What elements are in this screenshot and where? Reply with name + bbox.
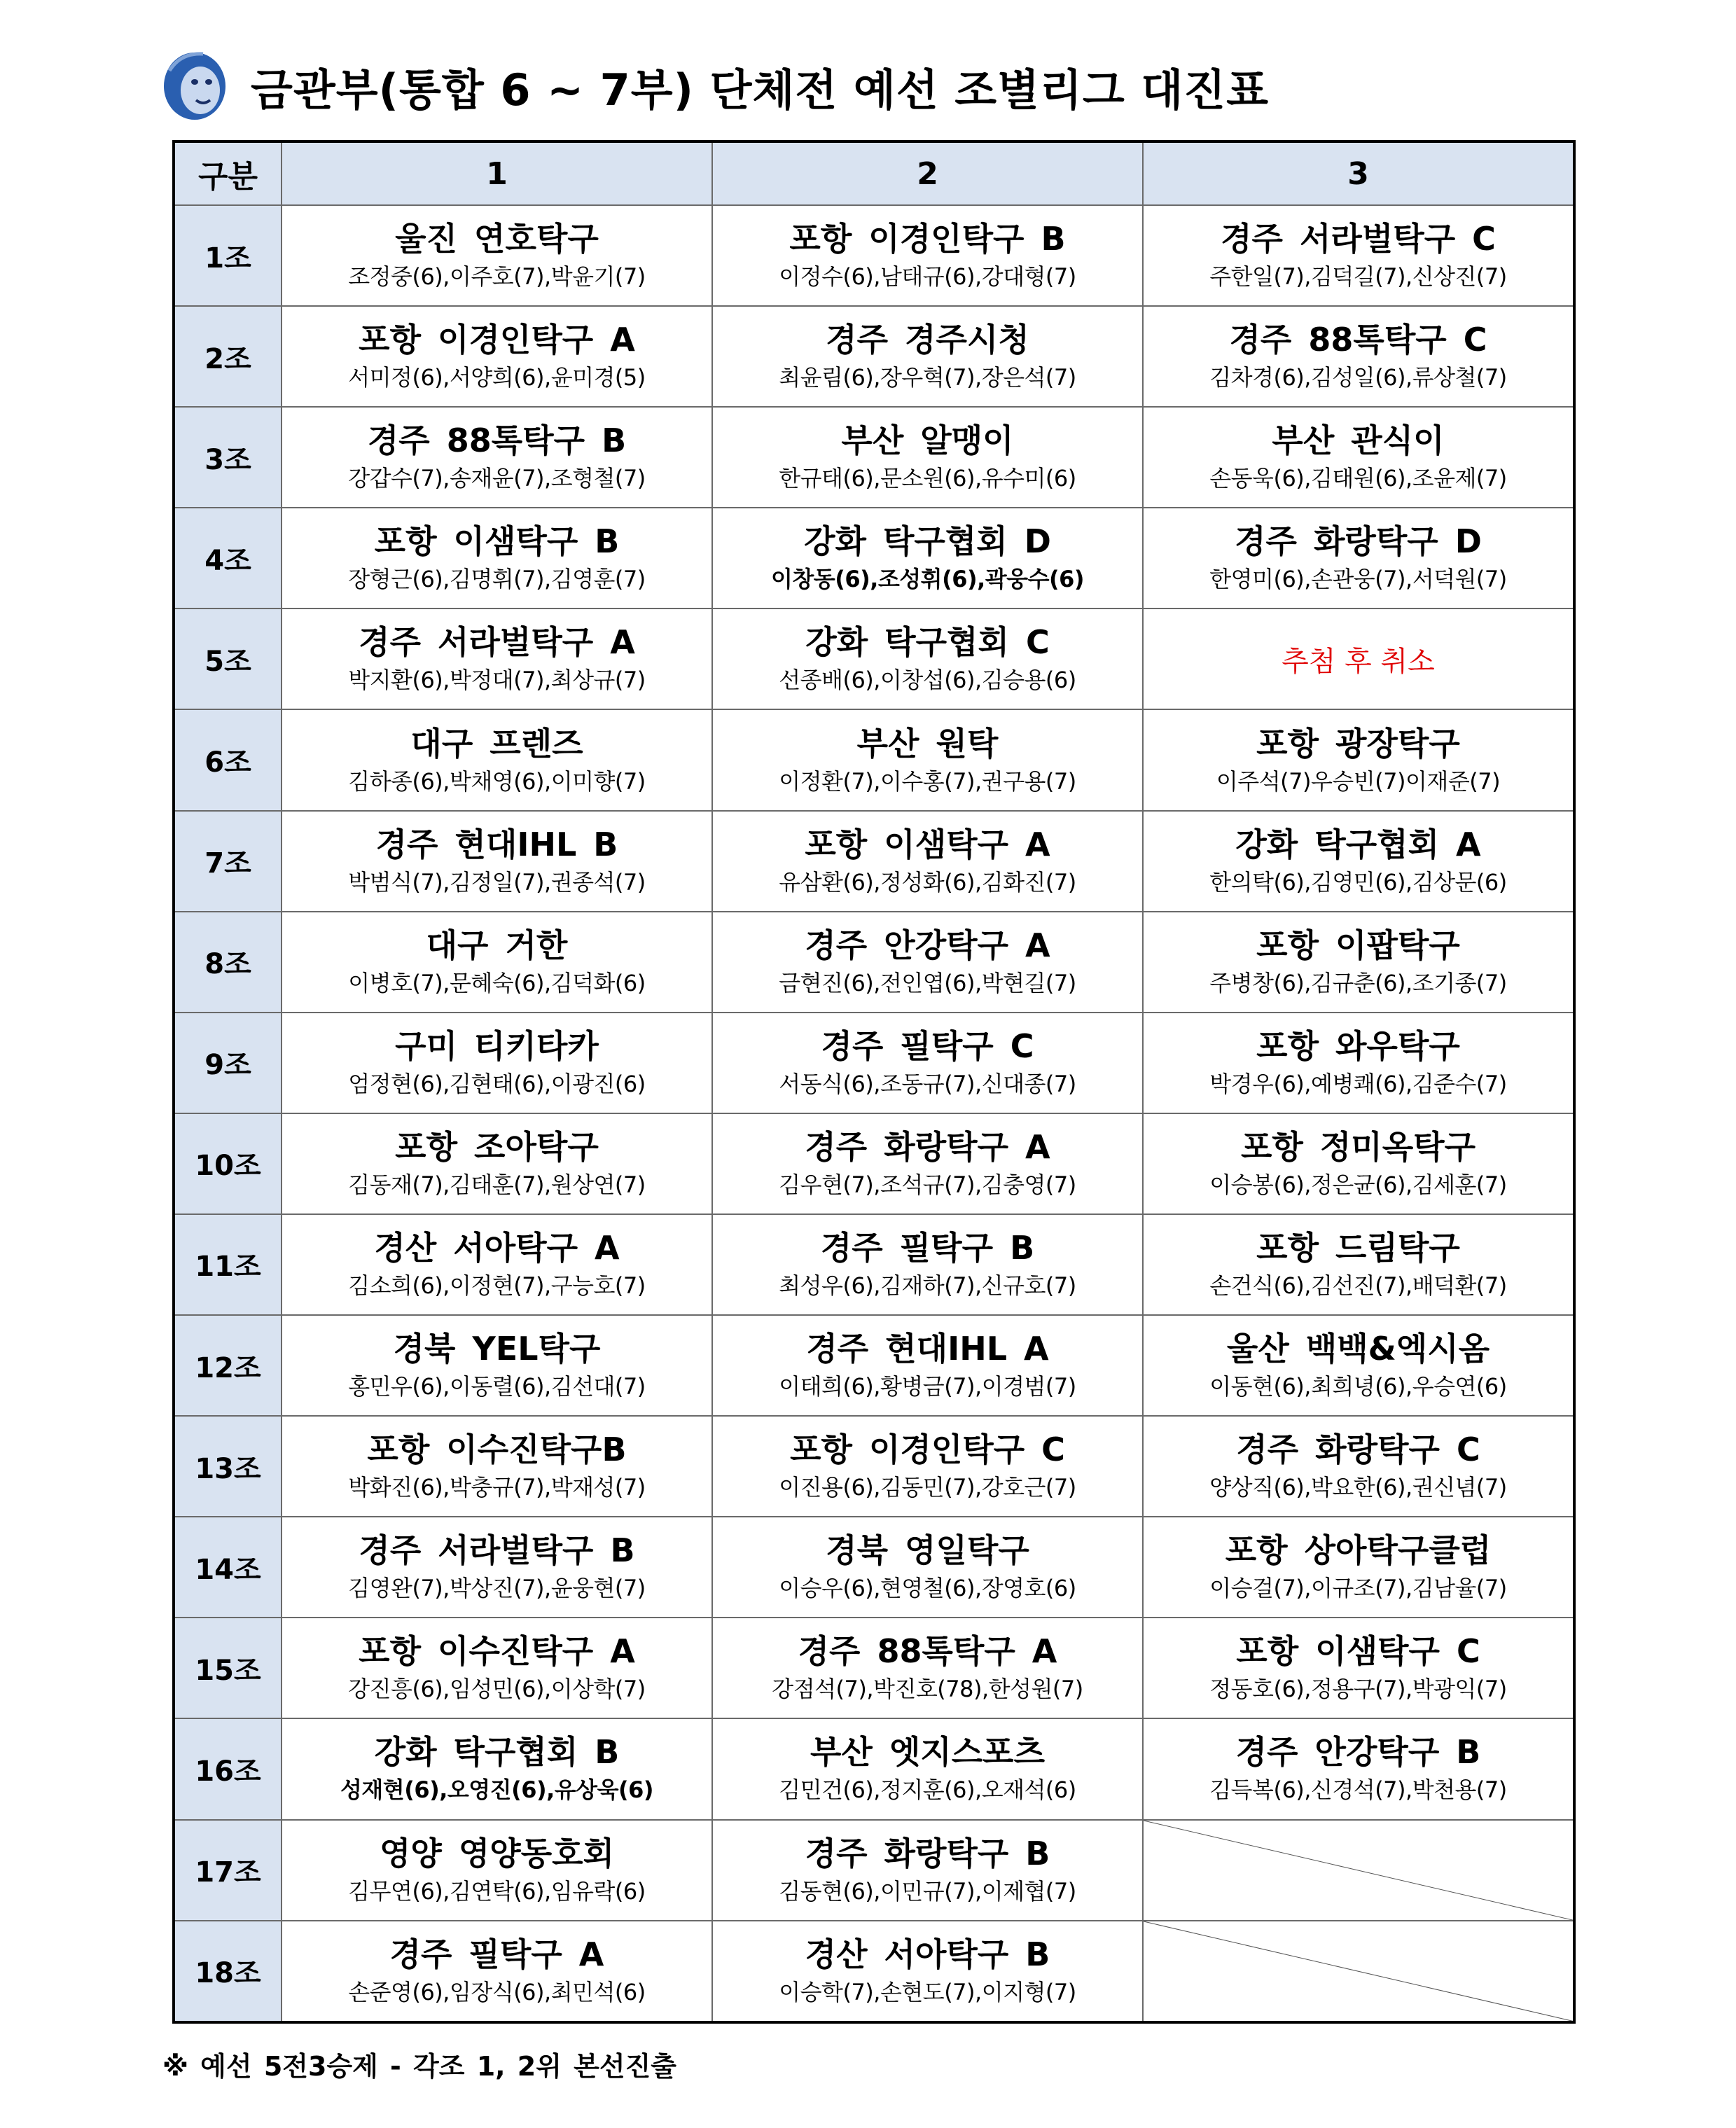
group-label: 14조: [174, 1517, 282, 1618]
team-entry: [712, 1618, 1143, 1718]
player-list: 김민건(6),정지훈(6),오재석(6): [779, 1776, 1076, 1804]
player-list: 강갑수(7),송재윤(7),조형철(7): [348, 465, 646, 492]
player-list: 강점석(7),박진호(78),한성원(7): [772, 1676, 1083, 1703]
group-row: [174, 306, 1574, 407]
column-header: 3: [1143, 141, 1574, 205]
player-list: 손준영(6),임장식(6),최민석(6): [348, 1978, 646, 2005]
team-name: 구미 티키타카: [395, 1027, 599, 1065]
team-entry: [282, 1315, 712, 1416]
team-entry: [712, 912, 1143, 1013]
player-list: 이창동(6),조성휘(6),곽웅수(6): [770, 566, 1085, 593]
team-entry: [282, 1214, 712, 1315]
group-label: 12조: [174, 1315, 282, 1416]
group-row: [174, 508, 1574, 609]
team-entry: [282, 1921, 712, 2022]
team-name: 포항 와우탁구: [1256, 1027, 1460, 1065]
team-entry: [1143, 1618, 1574, 1718]
player-list: 김동재(7),김태훈(7),원상연(7): [348, 1171, 646, 1198]
team-entry: [282, 1113, 712, 1214]
team-name: 포항 이샘탁구 B: [374, 522, 620, 561]
team-entry: [1143, 1315, 1574, 1416]
team-name: 강화 탁구협회 C: [805, 623, 1050, 662]
player-list: 이승학(7),손현도(7),이지형(7): [779, 1978, 1076, 2005]
team-name: 경주 88톡탁구 C: [1229, 321, 1487, 359]
group-label: 6조: [174, 709, 282, 810]
group-label: 16조: [174, 1718, 282, 1819]
player-list: 김차경(6),김성일(6),류상철(7): [1209, 364, 1507, 391]
team-name: 포항 이샘탁구 C: [1236, 1632, 1480, 1671]
team-name: 경주 안강탁구 B: [1235, 1733, 1481, 1772]
player-list: 김소희(6),이정현(7),구능호(7): [348, 1272, 646, 1299]
team-entry: [282, 306, 712, 407]
team-name: 포항 이경인탁구 C: [790, 1431, 1065, 1469]
player-list: 박범식(7),김정일(7),권종석(7): [348, 868, 646, 896]
team-name: 포항 이샘탁구 A: [805, 825, 1050, 863]
team-entry: [1143, 1013, 1574, 1113]
player-list: 한의탁(6),김영민(6),김상문(6): [1209, 868, 1507, 896]
group-label: 17조: [174, 1820, 282, 1921]
team-name: 영양 영양동호회: [379, 1834, 615, 1872]
group-label: 11조: [174, 1214, 282, 1315]
header-row: [174, 141, 1574, 205]
team-name: 포항 조아탁구: [395, 1127, 599, 1166]
player-list: 한규태(6),문소원(6),유수미(6): [779, 465, 1076, 492]
empty-cell: [1143, 1820, 1574, 1921]
group-row: [174, 1718, 1574, 1819]
player-list: 김영완(7),박상진(7),윤웅현(7): [348, 1575, 646, 1602]
team-entry: [282, 407, 712, 508]
player-list: 최성우(6),김재하(7),신규호(7): [779, 1272, 1076, 1299]
player-list: 최윤림(6),장우혁(7),장은석(7): [779, 364, 1076, 391]
team-entry: [282, 1416, 712, 1517]
team-name: 경주 화랑탁구 C: [1236, 1431, 1480, 1469]
team-name: 포항 이경인탁구 B: [789, 220, 1066, 258]
group-row: [174, 1315, 1574, 1416]
team-name: 부산 원탁: [856, 724, 999, 763]
team-entry: [282, 811, 712, 912]
team-name: 경주 서라벌탁구 C: [1221, 220, 1496, 258]
team-name: 포항 이팝탁구: [1256, 926, 1460, 964]
player-list: 주병창(6),김규춘(6),조기종(7): [1209, 969, 1507, 996]
team-name: 경주 88톡탁구 A: [798, 1632, 1057, 1671]
bracket-body: [174, 205, 1574, 2022]
team-entry: [1143, 811, 1574, 912]
diagonal-slash: [1144, 1821, 1573, 1920]
team-name: 포항 상아탁구클럽: [1225, 1531, 1492, 1570]
page-header: [160, 41, 1269, 132]
team-name: 경주 필탁구 C: [821, 1027, 1034, 1065]
team-name: 강화 탁구협회 B: [374, 1733, 620, 1772]
team-name: 경주 화랑탁구 D: [1235, 522, 1482, 561]
team-entry: [282, 609, 712, 709]
team-name: 포항 광장탁구: [1256, 724, 1460, 763]
group-label: 13조: [174, 1416, 282, 1517]
team-entry: [282, 1618, 712, 1718]
team-entry: [1143, 1718, 1574, 1819]
player-list: 서미정(6),서양희(6),윤미경(5): [348, 364, 646, 391]
team-entry: [712, 1214, 1143, 1315]
player-list: 박지환(6),박정대(7),최상규(7): [348, 667, 646, 694]
team-entry: [712, 1416, 1143, 1517]
group-label: 10조: [174, 1113, 282, 1214]
player-list: 손건식(6),김선진(7),배덕환(7): [1209, 1272, 1507, 1299]
team-entry: [712, 407, 1143, 508]
team-name: 경주 현대IHL A: [806, 1330, 1049, 1368]
team-name: 경주 화랑탁구 B: [805, 1834, 1050, 1872]
group-label: 8조: [174, 912, 282, 1013]
player-list: 이승봉(6),정은균(6),김세훈(7): [1209, 1171, 1507, 1198]
team-entry: [1143, 709, 1574, 810]
team-entry: [712, 306, 1143, 407]
team-name: 부산 알맹이: [841, 422, 1014, 460]
team-entry: [282, 912, 712, 1013]
empty-cell: [1143, 1921, 1574, 2022]
player-list: 이주석(7)우승빈(7)이재준(7): [1216, 767, 1501, 795]
team-name: 경주 안강탁구 A: [805, 926, 1050, 964]
group-row: [174, 609, 1574, 709]
group-row: [174, 1921, 1574, 2022]
team-entry: [282, 508, 712, 609]
team-name: 경북 YEL탁구: [393, 1330, 601, 1368]
team-name: 경북 영일탁구: [826, 1531, 1029, 1570]
team-entry: [712, 709, 1143, 810]
group-label: 2조: [174, 306, 282, 407]
team-name: 강화 탁구협회 A: [1235, 825, 1481, 863]
team-entry: [282, 1718, 712, 1819]
cancel-notice: 추첨 후 취소: [1282, 645, 1435, 678]
team-name: 경주 88톡탁구 B: [367, 422, 627, 460]
player-list: 박경우(6),예병쾌(6),김준수(7): [1209, 1070, 1507, 1097]
team-entry: [282, 709, 712, 810]
team-entry: [712, 1013, 1143, 1113]
player-list: 이승걸(7),이규조(7),김남율(7): [1209, 1575, 1507, 1602]
team-entry: [712, 1315, 1143, 1416]
team-name: 경산 서아탁구 A: [374, 1228, 620, 1267]
diagonal-slash: [1144, 1921, 1573, 2021]
group-row: [174, 1013, 1574, 1113]
player-list: 조정중(6),이주호(7),박윤기(7): [348, 263, 646, 291]
team-name: 대구 프렌즈: [410, 724, 583, 763]
group-label: 9조: [174, 1013, 282, 1113]
group-label: 7조: [174, 811, 282, 912]
group-label: 5조: [174, 609, 282, 709]
cancelled-entry: [1143, 609, 1574, 709]
team-entry: [1143, 306, 1574, 407]
team-entry: [1143, 1113, 1574, 1214]
column-header: 구분: [174, 141, 282, 205]
player-list: 정동호(6),정용구(7),박광익(7): [1209, 1676, 1507, 1703]
player-list: 박화진(6),박충규(7),박재성(7): [348, 1474, 646, 1501]
player-list: 선종배(6),이창섭(6),김승용(6): [779, 667, 1076, 694]
player-list: 금현진(6),전인엽(6),박현길(7): [779, 969, 1076, 996]
player-list: 이승우(6),현영철(6),장영호(6): [779, 1575, 1076, 1602]
player-list: 이동현(6),최희녕(6),우승연(6): [1209, 1373, 1507, 1400]
player-list: 손동욱(6),김태원(6),조윤제(7): [1209, 465, 1507, 492]
team-entry: [1143, 1416, 1574, 1517]
team-name: 부산 관식이: [1272, 422, 1445, 460]
player-list: 장형근(6),김명휘(7),김영훈(7): [348, 566, 646, 593]
group-row: [174, 1517, 1574, 1618]
team-entry: [282, 1517, 712, 1618]
team-entry: [712, 508, 1143, 609]
team-name: 포항 이수진탁구B: [367, 1431, 627, 1469]
player-list: 김우현(7),조석규(7),김충영(7): [779, 1171, 1076, 1198]
player-list: 한영미(6),손관웅(7),서덕원(7): [1209, 566, 1507, 593]
player-list: 이진용(6),김동민(7),강호근(7): [779, 1474, 1076, 1501]
team-name: 대구 거한: [426, 926, 568, 964]
team-name: 강화 탁구협회 D: [804, 522, 1051, 561]
team-name: 경주 서라벌탁구 B: [359, 1531, 635, 1570]
page-title: 금관부(통합 6 ~ 7부) 단체전 예선 조별리그 대진표: [251, 64, 1270, 116]
group-label: 15조: [174, 1618, 282, 1718]
team-entry: [1143, 205, 1574, 306]
group-row: [174, 1416, 1574, 1517]
group-label: 3조: [174, 407, 282, 508]
player-list: 김득복(6),신경석(7),박천용(7): [1209, 1776, 1507, 1804]
group-label: 18조: [174, 1921, 282, 2022]
team-name: 포항 이경인탁구 A: [359, 321, 635, 359]
team-entry: [282, 1820, 712, 1921]
team-name: 경주 필탁구 B: [820, 1228, 1035, 1267]
group-row: [174, 709, 1574, 810]
group-row: [174, 1214, 1574, 1315]
group-row: [174, 1820, 1574, 1921]
team-entry: [1143, 1517, 1574, 1618]
team-entry: [712, 205, 1143, 306]
team-entry: [1143, 1214, 1574, 1315]
team-name: 포항 이수진탁구 A: [359, 1632, 635, 1671]
player-list: 홍민우(6),이동렬(6),김선대(7): [348, 1373, 646, 1400]
player-list: 김동현(6),이민규(7),이제협(7): [779, 1877, 1076, 1905]
team-name: 경주 현대IHL B: [375, 825, 618, 863]
team-name: 경주 화랑탁구 A: [805, 1127, 1050, 1166]
team-entry: [282, 1013, 712, 1113]
bracket-table: [172, 140, 1576, 2024]
team-name: 경산 서아탁구 B: [805, 1935, 1050, 1973]
group-label: 1조: [174, 205, 282, 306]
group-row: [174, 407, 1574, 508]
team-entry: [712, 609, 1143, 709]
player-list: 강진흥(6),임성민(6),이상학(7): [348, 1676, 646, 1703]
group-row: [174, 912, 1574, 1013]
player-list: 이정환(7),이수홍(7),권구용(7): [779, 767, 1076, 795]
group-label: 4조: [174, 508, 282, 609]
group-row: [174, 811, 1574, 912]
player-list: 유삼환(6),정성화(6),김화진(7): [779, 868, 1076, 896]
team-entry: [712, 811, 1143, 912]
player-list: 김하종(6),박채영(6),이미향(7): [348, 767, 646, 795]
team-entry: [712, 1921, 1143, 2022]
team-entry: [1143, 508, 1574, 609]
player-list: 이병호(7),문혜숙(6),김덕화(6): [348, 969, 646, 996]
column-header: 2: [712, 141, 1143, 205]
team-name: 포항 드림탁구: [1256, 1228, 1460, 1267]
team-entry: [712, 1820, 1143, 1921]
player-list: 서동식(6),조동규(7),신대종(7): [779, 1070, 1076, 1097]
player-list: 주한일(7),김덕길(7),신상진(7): [1209, 263, 1507, 291]
player-list: 이태희(6),황병금(7),이경범(7): [779, 1373, 1076, 1400]
team-name: 부산 엣지스포츠: [810, 1733, 1046, 1772]
player-list: 성재현(6),오영진(6),유상욱(6): [340, 1776, 654, 1804]
team-entry: [1143, 912, 1574, 1013]
team-name: 포항 정미옥탁구: [1240, 1127, 1476, 1166]
group-row: [174, 1618, 1574, 1718]
team-name: 경주 필탁구 A: [389, 1935, 604, 1973]
team-entry: [712, 1718, 1143, 1819]
player-list: 이정수(6),남태규(6),강대형(7): [779, 263, 1076, 291]
team-name: 울진 연호탁구: [395, 220, 599, 258]
group-row: [174, 205, 1574, 306]
player-list: 양상직(6),박요한(6),권신념(7): [1209, 1474, 1507, 1501]
team-entry: [712, 1517, 1143, 1618]
team-entry: [712, 1113, 1143, 1214]
team-entry: [282, 205, 712, 306]
footnote: ※ 예선 5전3승제 - 각조 1, 2위 본선진출: [162, 2051, 677, 2082]
group-row: [174, 1113, 1574, 1214]
team-entry: [1143, 407, 1574, 508]
team-name: 울산 백백&엑시옴: [1226, 1330, 1490, 1368]
team-name: 경주 서라벌탁구 A: [359, 623, 635, 662]
face-logo-icon: [160, 50, 230, 123]
player-list: 엄정현(6),김현태(6),이광진(6): [348, 1070, 646, 1097]
player-list: 김무연(6),김연탁(6),임유락(6): [348, 1877, 646, 1905]
column-header: 1: [282, 141, 712, 205]
team-name: 경주 경주시청: [826, 321, 1029, 359]
